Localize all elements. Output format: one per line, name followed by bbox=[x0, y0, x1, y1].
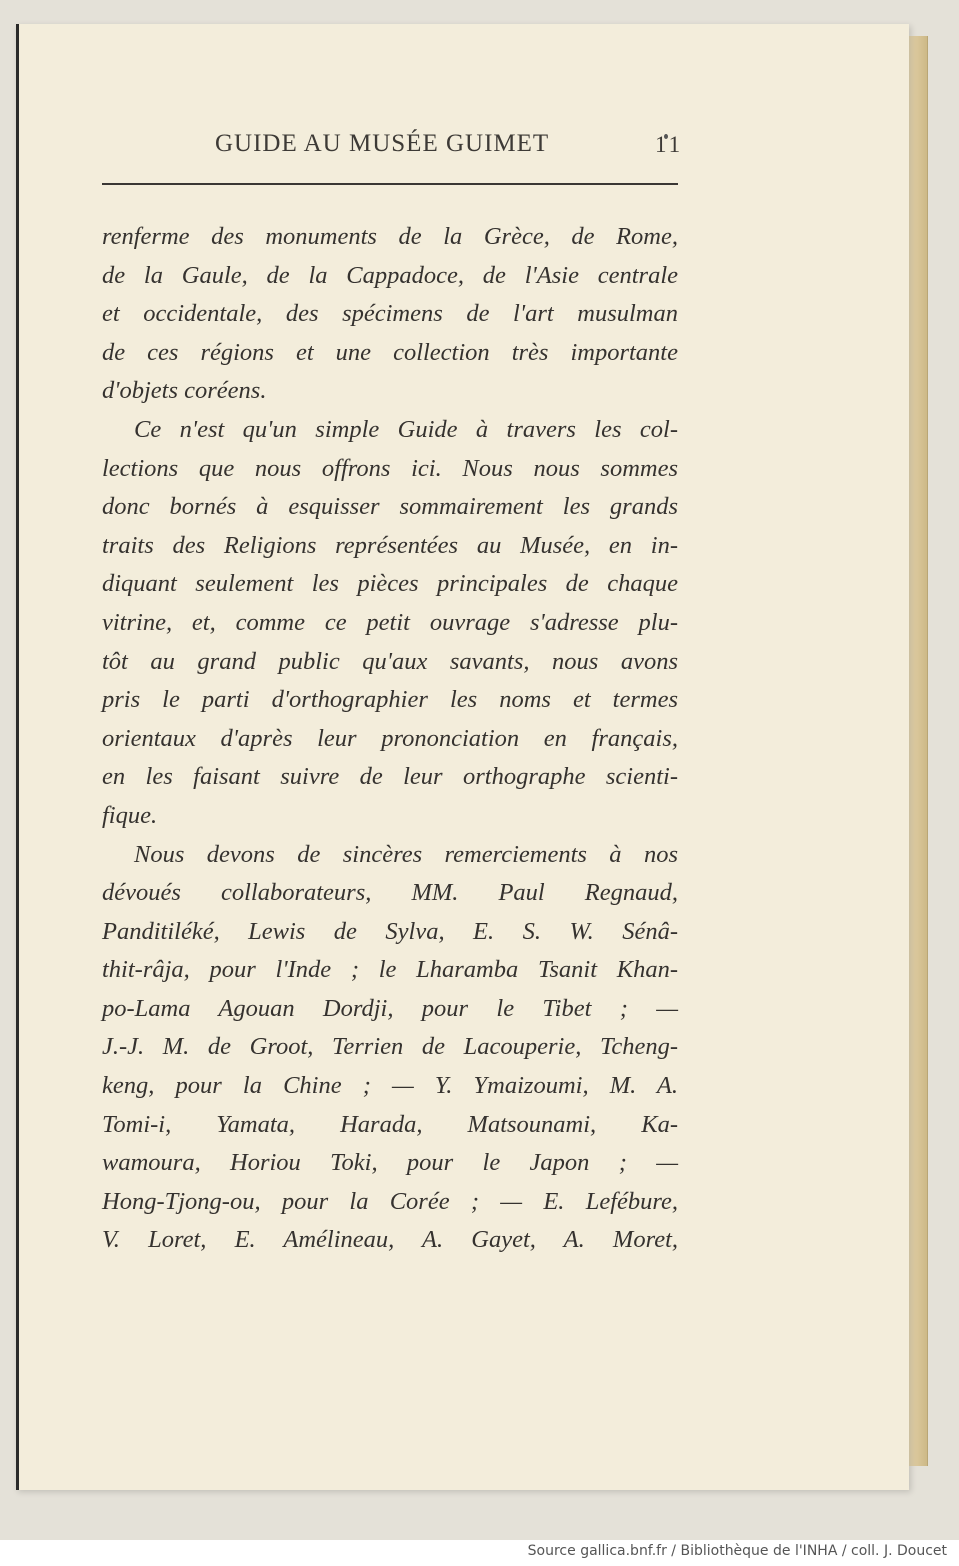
header-rule bbox=[102, 183, 678, 185]
text-line: thit-râja, pour l'Inde ; le Lharamba Tsanit Khan- bbox=[102, 956, 678, 984]
text-line: tôt au grand public qu'aux savants, nous avons bbox=[102, 647, 678, 675]
text-line: diquant seulement les pièces principales de chaque bbox=[102, 570, 678, 598]
text-line: pris le parti d'orthographier les noms et termes bbox=[102, 686, 678, 714]
text-line: traits des Religions représentées au Musée, en in- bbox=[102, 531, 678, 559]
text-line: lections que nous offrons ici. Nous nous sommes bbox=[102, 454, 678, 482]
text-line: Panditiléké, Lewis de Sylva, E. S. W. Sénâ- bbox=[102, 917, 678, 945]
text-line: de ces régions et une collection très importante bbox=[102, 338, 678, 366]
text-line: V. Loret, E. Amélineau, A. Gayet, A. Moret, bbox=[102, 1226, 678, 1254]
text-line: fique. bbox=[102, 801, 158, 829]
text-line: Tomi-i, Yamata, Harada, Matsounami, Ka- bbox=[102, 1110, 678, 1138]
text-line: po-Lama Agouan Dordji, pour le Tibet ; — bbox=[102, 994, 678, 1022]
page-number: 11 bbox=[655, 132, 684, 157]
running-title: GUIDE AU MUSÉE GUIMET bbox=[215, 130, 550, 157]
text-line: dévoués collaborateurs, MM. Paul Regnaud, bbox=[102, 879, 678, 907]
text-line: et occidentale, des spécimens de l'art musulman bbox=[102, 300, 678, 328]
text-line: J.-J. M. de Groot, Terrien de Lacouperie, Tcheng- bbox=[102, 1033, 678, 1061]
text-line: wamoura, Horiou Toki, pour le Japon ; — bbox=[102, 1149, 678, 1177]
paragraph-start-line: Ce n'est qu'un simple Guide à travers les col- bbox=[134, 415, 678, 443]
text-line: vitrine, et, comme ce petit ouvrage s'adresse plu- bbox=[102, 608, 678, 636]
text-line: de la Gaule, de la Cappadoce, de l'Asie centrale bbox=[102, 261, 678, 289]
text-line: donc bornés à esquisser sommairement les grands bbox=[102, 493, 678, 521]
text-line: keng, pour la Chine ; — Y. Ymaizoumi, M. A. bbox=[102, 1072, 678, 1100]
source-attribution: Source gallica.bnf.fr / Bibliothèque de l'INHA / coll. J. Doucet bbox=[527, 1543, 947, 1559]
body-text bbox=[102, 218, 678, 1260]
text-line: en les faisant suivre de leur orthographe scienti- bbox=[102, 763, 678, 791]
paragraph-start-line: Nous devons de sincères remerciements à nos bbox=[134, 840, 678, 868]
text-line: renferme des monuments de la Grèce, de Rome, bbox=[102, 223, 678, 250]
text-line: orientaux d'après leur prononciation en français, bbox=[102, 724, 678, 752]
text-line: Hong-Tjong-ou, pour la Corée ; — E. Lefébure, bbox=[102, 1187, 678, 1215]
text-line: d'objets coréens. bbox=[102, 377, 267, 405]
